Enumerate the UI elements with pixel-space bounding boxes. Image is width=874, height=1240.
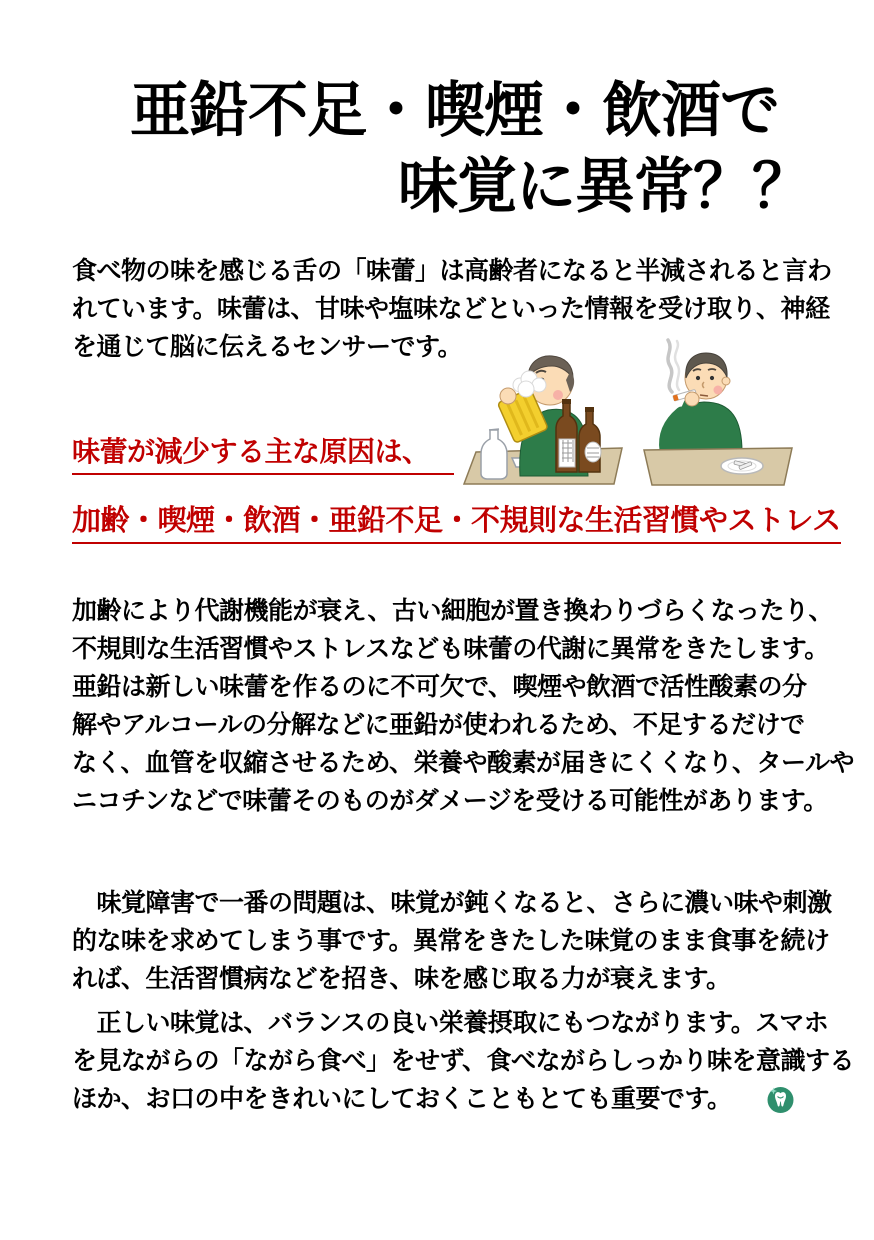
mechanism-line: 不規則な生活習慣やストレスなども味蕾の代謝に異常をきたします。 (72, 635, 829, 663)
cause-list-text: 加齢・喫煙・飲酒・亜鉛不足・不規則な生活習慣やストレス (72, 498, 841, 544)
page-title-line2: 味覚に異常？？ (398, 153, 811, 220)
advice-line-text: ほか、お口の中をきれいにしておくこともとても重要です。 (72, 1085, 732, 1113)
problem-paragraph (72, 884, 832, 998)
advice-line: を見ながらの「ながら食べ」をせず、食べながらしっかり味を意識する (72, 1047, 855, 1075)
advice-last-line (72, 1080, 854, 1118)
intro-line: 食べ物の味を感じる舌の「味蕾」は高齢者になると半減されると言わ (72, 257, 832, 285)
intro-line: を通じて脳に伝えるセンサーです。 (72, 333, 463, 361)
cause-list-heading (72, 498, 841, 544)
problem-line: 味覚障害で一番の問題は、味覚が鈍くなると、さらに濃い味や刺激 (72, 889, 832, 917)
man-smoking-cigarette-illustration (642, 338, 796, 493)
tooth-icon (766, 1085, 795, 1125)
problem-line: れば、生活習慣病などを招き、味を感じ取る力が衰えます。 (72, 965, 731, 993)
beer-drinking-man-icon (462, 344, 640, 488)
page-title-line1: 亜鉛不足・喫煙・飲酒で (130, 77, 779, 144)
cause-lead-text: 味蕾が減少する主な原因は、 (72, 430, 454, 475)
man-drinking-beer-illustration (462, 344, 640, 493)
smoking-man-icon (642, 338, 796, 488)
mechanism-line: なく、血管を収縮させるため、栄養や酸素が届きにくくなり、タールや (72, 749, 855, 777)
mechanism-paragraph (72, 592, 854, 820)
problem-line: 的な味を求めてしまう事です。異常をきたした味覚のまま食事を続け (72, 927, 830, 955)
advice-line: 正しい味覚は、バランスの良い栄養摂取にもつながります。スマホ (72, 1009, 829, 1037)
mechanism-line: 亜鉛は新しい味蕾を作るのに不可欠で、喫煙や飲酒で活性酸素の分 (72, 673, 807, 701)
intro-line: れています。味蕾は、甘味や塩味などといった情報を受け取り、神経 (72, 295, 830, 323)
mechanism-line: 加齢により代謝機能が衰え、古い細胞が置き換わりづらくなったり、 (72, 597, 834, 625)
mechanism-line: 解やアルコールの分解などに亜鉛が使われるため、不足するだけで (72, 711, 805, 739)
advice-paragraph (72, 1004, 854, 1118)
mechanism-line: ニコチンなどで味蕾そのものがダメージを受ける可能性があります。 (72, 787, 828, 815)
cause-lead-heading (72, 430, 454, 475)
